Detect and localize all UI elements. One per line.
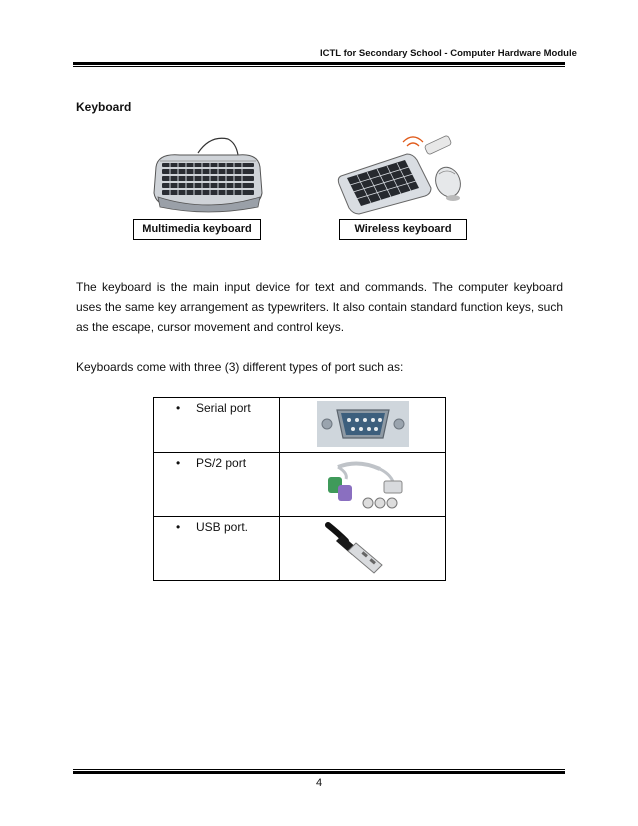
running-header: ICTL for Secondary School - Computer Hardware Module xyxy=(320,48,577,59)
keyboard-description-paragraph: The keyboard is the main input device for text and commands. The computer keyboard uses the same key arrangement as typewriters. It also contain standard function keys, such as the escape, cursor movement and control keys. xyxy=(76,280,563,334)
ports-intro-paragraph: Keyboards come with three (3) different types of port such as: xyxy=(76,360,404,374)
multimedia-keyboard-image xyxy=(150,133,265,213)
section-title: Keyboard xyxy=(76,100,132,114)
bullet-icon: • xyxy=(176,520,181,534)
port-label-cell xyxy=(154,398,280,453)
port-label: PS/2 port xyxy=(196,456,247,470)
wireless-keyboard-caption: Wireless keyboard xyxy=(339,219,467,240)
port-image-cell xyxy=(280,517,446,581)
multimedia-keyboard-caption: Multimedia keyboard xyxy=(133,219,261,240)
table-row xyxy=(154,398,446,453)
serial-port-icon xyxy=(317,401,409,447)
table-row xyxy=(154,517,446,581)
port-image-cell xyxy=(280,453,446,517)
bullet-icon: • xyxy=(176,401,181,415)
header-rule-thin xyxy=(73,66,565,67)
page-number: 4 xyxy=(315,777,323,789)
port-label-cell xyxy=(154,517,280,581)
footer-rule-thick xyxy=(73,771,565,774)
port-label: USB port. xyxy=(196,520,249,534)
bullet-icon: • xyxy=(176,456,181,470)
footer-rule-thin xyxy=(73,769,565,770)
table-row xyxy=(154,453,446,517)
port-label-cell xyxy=(154,453,280,517)
port-label: Serial port xyxy=(196,401,251,415)
header-rule-thick xyxy=(73,62,565,65)
port-image-cell xyxy=(280,398,446,453)
wireless-keyboard-image xyxy=(335,130,470,215)
usb-plug-icon xyxy=(324,519,402,575)
ps2-adapter-icon xyxy=(318,455,408,511)
port-types-table xyxy=(153,397,446,581)
